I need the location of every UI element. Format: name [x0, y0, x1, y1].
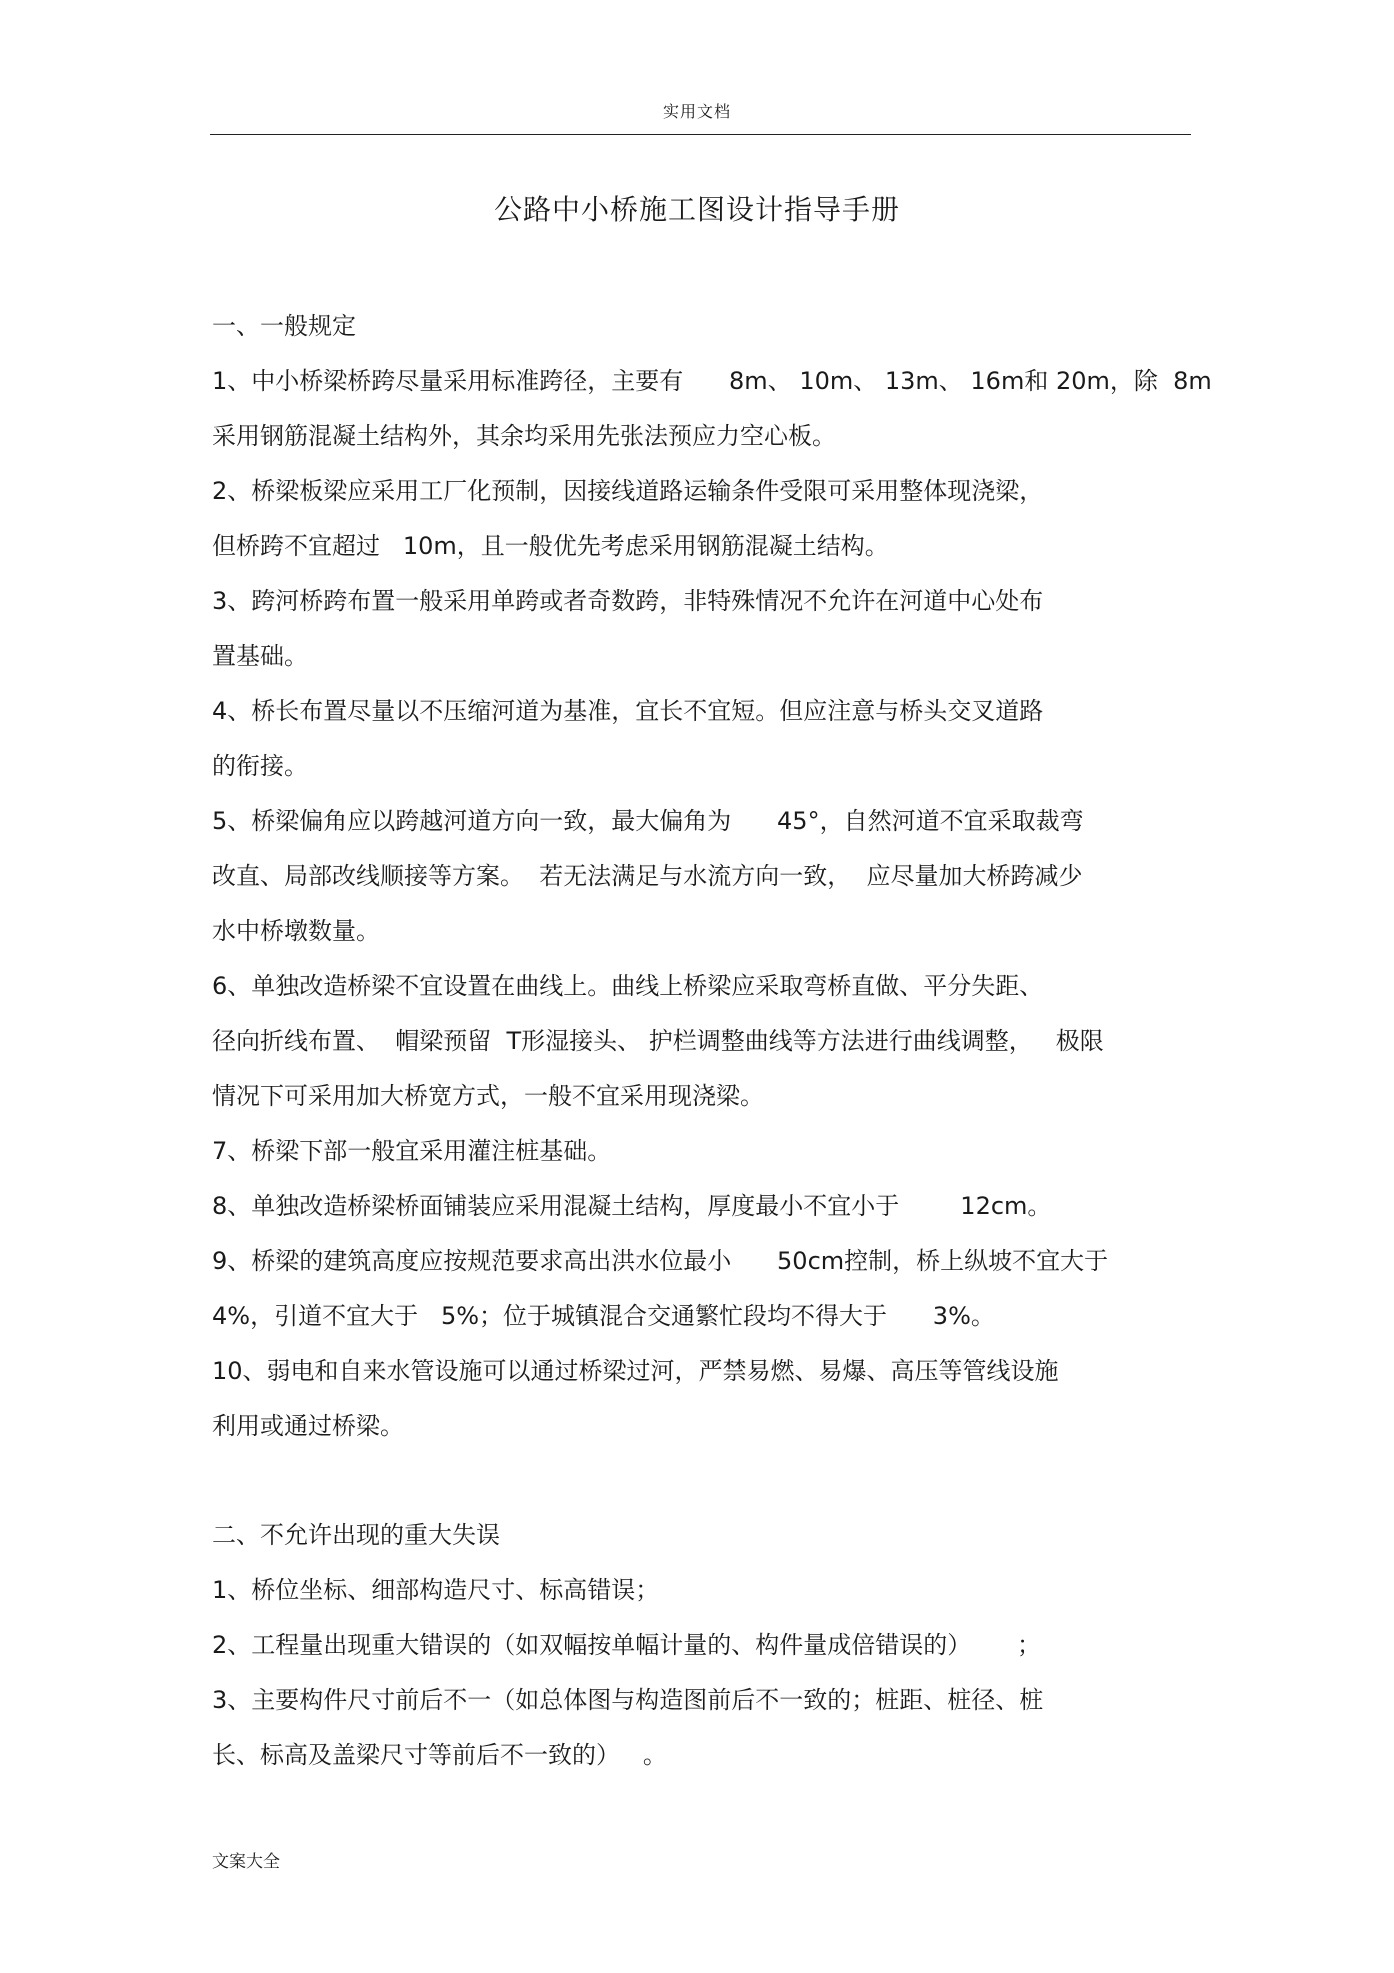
body-line: 1、中小桥梁桥跨尽量采用标准跨径，主要有 8m、 10m、 13m、 16m和 20m，除 8m: [212, 367, 1212, 395]
document-title: 公路中小桥施工图设计指导手册: [493, 193, 900, 226]
body-line: 径向折线布置、 帽梁预留 T形湿接头、 护栏调整曲线等方法进行曲线调整， 极限: [212, 1027, 1104, 1055]
header-divider: [210, 134, 1191, 135]
body-line: 但桥跨不宜超过 10m，且一般优先考虑采用钢筋混凝土结构。: [212, 532, 889, 560]
page-footer: 文案大全: [212, 1852, 280, 1872]
body-line: 长、标高及盖梁尺寸等前后不一致的） 。: [212, 1741, 667, 1769]
page-header: 实用文档: [662, 102, 731, 121]
body-line: 3、跨河桥跨布置一般采用单跨或者奇数跨，非特殊情况不允许在河道中心处布: [212, 587, 1044, 615]
body-line: 情况下可采用加大桥宽方式，一般不宜采用现浇梁。: [212, 1082, 764, 1110]
body-line: 的衔接。: [212, 752, 308, 780]
body-line: 6、单独改造桥梁不宜设置在曲线上。曲线上桥梁应采取弯桥直做、平分失距、: [212, 972, 1044, 1000]
body-line: 4%，引道不宜大于 5%；位于城镇混合交通繁忙段均不得大于 3%。: [212, 1302, 995, 1330]
body-line: 4、桥长布置尽量以不压缩河道为基准，宜长不宜短。但应注意与桥头交叉道路: [212, 697, 1044, 725]
body-line: 利用或通过桥梁。: [212, 1412, 404, 1440]
body-line: 3、主要构件尺寸前后不一（如总体图与构造图前后不一致的；桩距、桩径、桩: [212, 1686, 1044, 1714]
body-line: 10、弱电和自来水管设施可以通过桥梁过河，严禁易燃、易爆、高压等管线设施: [212, 1357, 1059, 1385]
body-line: 水中桥墩数量。: [212, 917, 380, 945]
body-line: 置基础。: [212, 642, 308, 670]
section-heading-general-rules: 一、一般规定: [212, 312, 356, 340]
body-line: 5、桥梁偏角应以跨越河道方向一致，最大偏角为 45°，自然河道不宜采取裁弯: [212, 807, 1084, 835]
body-line: 采用钢筋混凝土结构外，其余均采用先张法预应力空心板。: [212, 422, 836, 450]
body-line: 1、桥位坐标、细部构造尺寸、标高错误；: [212, 1576, 660, 1604]
body-line: 7、桥梁下部一般宜采用灌注桩基础。: [212, 1137, 612, 1165]
body-line: 9、桥梁的建筑高度应按规范要求高出洪水位最小 50cm控制，桥上纵坡不宜大于: [212, 1247, 1109, 1275]
body-line: 8、单独改造桥梁桥面铺装应采用混凝土结构，厚度最小不宜小于 12cm。: [212, 1192, 1052, 1220]
body-line: 改直、局部改线顺接等方案。 若无法满足与水流方向一致， 应尽量加大桥跨减少: [212, 862, 1083, 890]
body-line: 2、桥梁板梁应采用工厂化预制，因接线道路运输条件受限可采用整体现浇梁，: [212, 477, 1044, 505]
section-heading-major-errors: 二、不允许出现的重大失误: [212, 1521, 500, 1549]
body-line: 2、工程量出现重大错误的（如双幅按单幅计量的、构件量成倍错误的） ；: [212, 1631, 1042, 1659]
